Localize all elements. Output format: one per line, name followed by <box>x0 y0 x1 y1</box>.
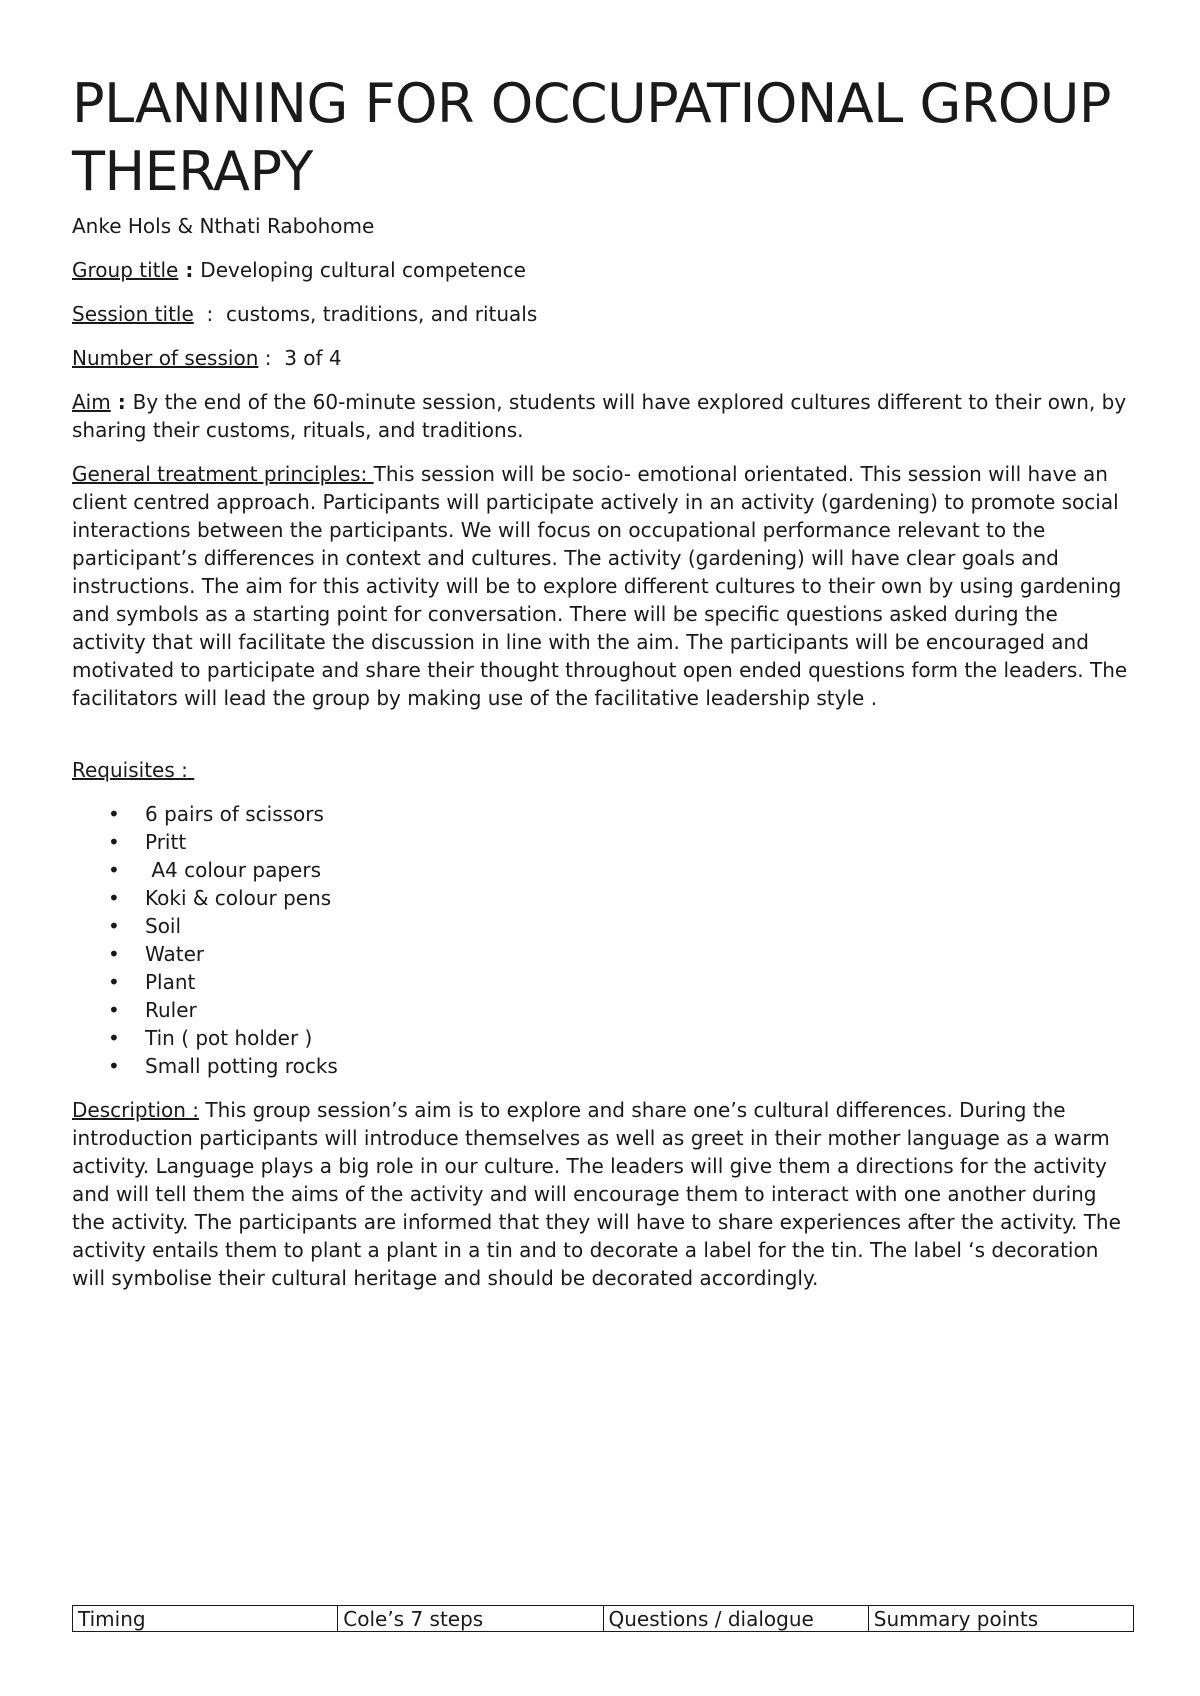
description-label: Description : <box>72 1098 200 1122</box>
description-paragraph <box>72 1096 1132 1292</box>
aim-paragraph <box>72 388 1132 444</box>
bullet: • <box>108 830 120 854</box>
bullet: • <box>108 1026 120 1050</box>
principles-label: General treatment principles: <box>72 462 374 486</box>
table-header-cell: Questions / dialogue <box>603 1606 868 1632</box>
list-item <box>72 856 338 884</box>
list-item-text: Koki & colour pens <box>145 886 332 910</box>
requisites-label: Requisites : <box>72 758 195 782</box>
list-item <box>72 968 338 996</box>
table-header-cell: Cole’s 7 steps <box>338 1606 603 1632</box>
bullet: • <box>108 914 120 938</box>
authors: Anke Hols & Nthati Rabohome <box>72 214 375 238</box>
document-title: PLANNING FOR OCCUPATIONAL GROUP THERAPY <box>72 72 1111 203</box>
bullet: • <box>108 886 120 910</box>
list-item-text: Small potting rocks <box>145 1054 338 1078</box>
bullet: • <box>108 802 120 826</box>
list-item-text: Soil <box>145 914 182 938</box>
requisites-list <box>72 800 338 1080</box>
session-number-value: 3 of 4 <box>284 346 342 370</box>
group-title-line <box>72 256 1132 284</box>
session-title-label: Session title <box>72 302 194 326</box>
list-item <box>72 912 338 940</box>
list-item <box>72 940 338 968</box>
list-item-text: Ruler <box>145 998 197 1022</box>
list-item-text: Water <box>145 942 205 966</box>
session-title-separator: : <box>193 302 226 326</box>
group-title-label: Group title <box>72 258 179 282</box>
list-item <box>72 996 338 1024</box>
list-item <box>72 1024 338 1052</box>
table-header-row <box>73 1606 1134 1632</box>
session-number-separator: : <box>258 346 285 370</box>
bullet: • <box>108 998 120 1022</box>
session-number-label: Number of session <box>72 346 259 370</box>
bullet: • <box>108 1054 120 1078</box>
table-header-cell: Summary points <box>868 1606 1133 1632</box>
principles-text: This session will be socio- emotional orientated. This session will have an client centred approach. Participants will participate actively in an activity (gardening) to promote social interactions between the participants. We will focus on occupational performance relevant to the participant’s differences in context and cultures. The activity (gardening) will have clear goals and instructions. The aim for this activity will be to explore different cultures to their own by using gardening and symbols as a starting point for conversation. There will be specific questions asked during the activity that will facilitate the discussion in line with the aim. The participants will be encouraged and motivated to participate and share their thought throughout open ended questions form the leaders. The facilitators will lead the group by making use of the facilitative leadership style . <box>72 462 1128 710</box>
requisites-heading <box>72 756 1132 784</box>
aim-separator: : <box>110 390 133 414</box>
session-number-line <box>72 344 1132 372</box>
list-item-text: Plant <box>145 970 196 994</box>
session-title-value: customs, traditions, and rituals <box>225 302 538 326</box>
list-item <box>72 884 338 912</box>
list-item-text: 6 pairs of scissors <box>145 802 324 826</box>
bullet: • <box>108 970 120 994</box>
group-title-value: Developing cultural competence <box>200 258 526 282</box>
aim-text: By the end of the 60-minute session, students will have explored cultures different to their own, by sharing their customs, rituals, and traditions. <box>72 390 1127 442</box>
list-item <box>72 1052 338 1080</box>
list-item-text: Pritt <box>145 830 187 854</box>
list-item-text: Tin ( pot holder ) <box>145 1026 313 1050</box>
principles-paragraph <box>72 460 1132 712</box>
bullet: • <box>108 942 120 966</box>
table-header-cell: Timing <box>73 1606 338 1632</box>
group-title-separator: : <box>178 258 201 282</box>
session-steps-table <box>72 1605 1134 1632</box>
session-title-line <box>72 300 1132 328</box>
list-item <box>72 828 338 856</box>
description-text: This group session’s aim is to explore and share one’s cultural differences. During the introduction participants will introduce themselves as well as greet in their mother language as a warm activity. Language plays a big role in our culture. The leaders will give them a directions for the activity and will tell them the aims of the activity and will encourage them to interact with one another during the activity. The participants are informed that they will have to share experiences after the activity. The activity entails them to plant a plant in a tin and to decorate a label for the tin. The label ‘s decoration will symbolise their cultural heritage and should be decorated accordingly. <box>72 1098 1121 1290</box>
list-item-text: A4 colour papers <box>145 858 321 882</box>
bullet: • <box>108 858 120 882</box>
list-item <box>72 800 338 828</box>
aim-label: Aim <box>72 390 111 414</box>
